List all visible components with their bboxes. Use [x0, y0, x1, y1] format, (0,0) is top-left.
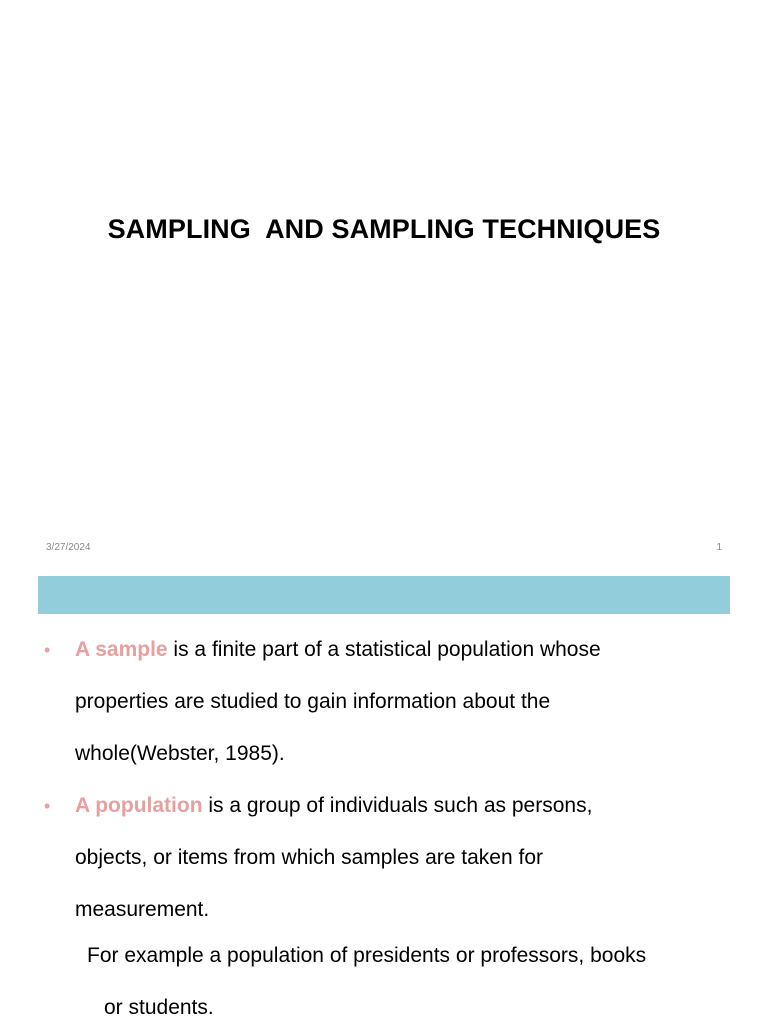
term-sample: A sample	[75, 638, 168, 661]
slide-header-bar	[38, 576, 730, 614]
definition-text: is a group of individuals such as persons,	[202, 794, 593, 817]
definition-text: measurement.	[75, 898, 210, 921]
slide-title: SAMPLING AND SAMPLING TECHNIQUES	[107, 214, 661, 244]
slide-date: 3/27/2024	[46, 542, 91, 553]
slide-number: 1	[716, 542, 722, 553]
definition-text: objects, or items from which samples are taken for	[75, 846, 544, 869]
term-population: A population	[75, 794, 203, 817]
definition-list	[0, 624, 768, 936]
bullet-icon: •	[44, 640, 51, 660]
definition-text: whole(Webster, 1985).	[75, 742, 285, 765]
definition-text: properties are studied to gain information about the	[75, 690, 551, 713]
example-text: or students.	[104, 996, 214, 1019]
list-item-sample	[0, 624, 768, 780]
example-paragraph	[0, 930, 768, 1024]
list-item-population	[0, 780, 768, 936]
example-text: For example a population of presidents or professors, books	[87, 944, 647, 967]
definition-text: is a finite part of a statistical population whose	[167, 638, 601, 661]
bullet-icon: •	[44, 796, 51, 816]
